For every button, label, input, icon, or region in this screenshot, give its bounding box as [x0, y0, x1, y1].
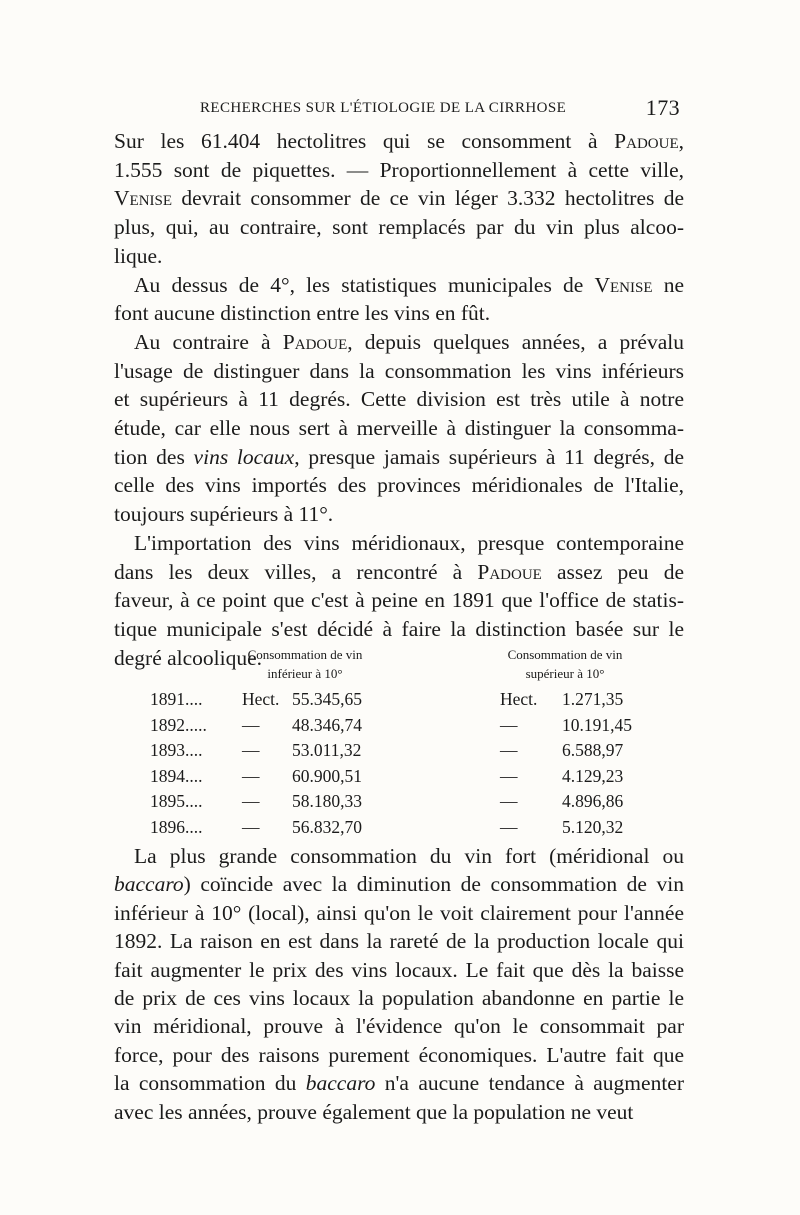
- table-cell-v1: 48.346,74: [292, 714, 362, 735]
- table-cell-v2: 10.191,45: [562, 714, 632, 735]
- table-header-superior: [480, 645, 650, 683]
- text-run: faveur, à ce point que c'est à peine en 1891 que l'office de statis-: [114, 588, 684, 613]
- text-run: et supérieurs à 11 degrés. Cette division est très utile à notre: [114, 387, 684, 412]
- table-header-inferior: [220, 645, 390, 683]
- table-cell-v1: 60.900,51: [292, 765, 362, 786]
- running-header: [200, 95, 680, 125]
- emphasized-text: Padoue: [282, 329, 348, 354]
- body-text-top: [114, 127, 684, 672]
- emphasized-text: Padoue: [477, 559, 542, 584]
- text-run: tion des: [114, 444, 194, 469]
- table-row: [150, 817, 650, 840]
- text-line: [114, 443, 684, 472]
- page-number: 173: [645, 95, 680, 120]
- paragraph-1: [114, 127, 684, 271]
- text-line: [114, 500, 684, 529]
- emphasized-text: baccaro: [305, 1071, 376, 1096]
- paragraph-3: [114, 328, 684, 529]
- text-run: Sur les 61.404 hectolitres qui se consomment à: [114, 129, 615, 153]
- table-cell-dash1: —: [242, 791, 260, 811]
- text-line: [114, 956, 684, 984]
- text-run: ne: [652, 272, 684, 297]
- table-cell-dash2: —: [500, 816, 518, 837]
- paragraph-2: [114, 271, 684, 328]
- table-cell-year: 1892.....: [150, 714, 207, 735]
- text-run: toujours supérieurs à 11°.: [114, 502, 334, 527]
- text-run: de prix de ces vins locaux la population abandonne en partie le: [114, 986, 684, 1011]
- text-line: [114, 271, 684, 300]
- table-cell-year: 1893....: [150, 740, 203, 760]
- table-row: [150, 766, 650, 789]
- text-line: [114, 299, 684, 328]
- text-line: [114, 213, 684, 242]
- text-run: la consommation du: [114, 1071, 306, 1096]
- text-run: L'importation des vins méridionaux, presque contemporaine: [134, 530, 684, 555]
- text-run: vin méridional, prouve à l'évidence qu'on le consommait par: [114, 1014, 684, 1039]
- table-cell-dash2: Hect.: [500, 689, 538, 709]
- emphasized-text: baccaro: [114, 872, 184, 897]
- table-row: [150, 715, 650, 738]
- table-cell-v2: 4.896,86: [562, 791, 624, 811]
- text-run: fait augmenter le prix des vins locaux. Le fait que dès la baisse: [114, 957, 684, 982]
- table-cell-year: 1891....: [150, 689, 203, 709]
- text-run: celle des vins importés des provinces méridionales de l'Italie,: [114, 473, 684, 498]
- table-cell-year: 1896....: [150, 816, 203, 837]
- text-run: degré alcoolique.: [114, 645, 263, 670]
- emphasized-text: Venise: [114, 186, 173, 211]
- emphasized-text: vins locaux: [193, 444, 295, 469]
- table-header-line: supérieur à 10°: [525, 666, 605, 681]
- consumption-table: [150, 645, 650, 835]
- text-run: tique municipale s'est décidé à faire la distinction basée sur le: [114, 616, 684, 641]
- table-cell-v2: 1.271,35: [562, 689, 624, 709]
- table-cell-dash1: —: [242, 765, 260, 786]
- text-line: [114, 927, 684, 955]
- text-run: l'usage de distinguer dans la consommation les vins inférieurs: [114, 358, 684, 383]
- text-run: avec les années, prouve également que la population ne veut: [114, 1099, 634, 1124]
- text-run: assez peu de: [541, 559, 685, 584]
- text-run: plus, qui, au contraire, sont remplacés par du vin plus alcoo-: [114, 215, 684, 240]
- text-run: 1892. La raison en est dans la rareté de la production locale qui: [114, 929, 684, 954]
- table-header-line: Consommation de vin: [247, 647, 363, 662]
- table-header-line: inférieur à 10°: [267, 666, 343, 681]
- text-line: [114, 586, 684, 615]
- table-cell-year: 1895....: [150, 791, 203, 811]
- text-line: [114, 156, 684, 185]
- body-text-bottom: [114, 842, 684, 1126]
- text-run: n'a aucune tendance à augmenter: [375, 1071, 684, 1096]
- table-cell-v1: 55.345,65: [292, 689, 362, 709]
- text-line: [114, 127, 684, 156]
- text-line: [114, 615, 684, 644]
- table-cell-v1: 58.180,33: [292, 791, 362, 811]
- paragraph-5: [114, 842, 684, 1126]
- table-cell-year: 1894....: [150, 765, 203, 786]
- text-line: [114, 870, 684, 898]
- text-line: [114, 1041, 684, 1069]
- text-line: [114, 242, 684, 271]
- text-run: , presque jamais supérieurs à 11 degrés, de: [294, 444, 684, 469]
- text-line: [114, 1012, 684, 1040]
- table-cell-v1: 53.011,32: [292, 740, 362, 760]
- text-run: dans les deux villes, a rencontré à: [114, 559, 478, 584]
- table-cell-v2: 5.120,32: [562, 816, 624, 837]
- text-run: force, pour des raisons purement économiques. L'autre fait que: [114, 1042, 684, 1067]
- text-line: [114, 1069, 684, 1097]
- table-cell-dash1: —: [242, 740, 260, 760]
- text-line: [114, 529, 684, 558]
- text-run: font aucune distinction entre les vins en fût.: [114, 301, 491, 326]
- text-run: 1.555 sont de piquettes. — Proportionnellement à cette ville,: [114, 157, 684, 182]
- table-row: [150, 791, 650, 814]
- text-line: [114, 414, 684, 443]
- text-run: devrait consommer de ce vin léger 3.332 hectolitres de: [172, 186, 684, 211]
- text-line: [114, 357, 684, 386]
- text-run: , depuis quelques années, a prévalu: [347, 329, 684, 354]
- text-line: [114, 899, 684, 927]
- text-run: La plus grande consommation du vin fort (méridional ou: [134, 844, 684, 868]
- table-cell-dash1: —: [242, 714, 260, 735]
- table-cell-v2: 6.588,97: [562, 740, 624, 760]
- text-line: [114, 558, 684, 587]
- running-title: RECHERCHES SUR L'ÉTIOLOGIE DE LA CIRRHOSE: [200, 100, 567, 116]
- text-run: étude, car elle nous sert à merveille à distinguer la consomma-: [114, 416, 684, 441]
- table-cell-dash2: —: [500, 740, 518, 760]
- text-line: [114, 471, 684, 500]
- table-cell-dash1: Hect.: [242, 689, 280, 709]
- text-run: lique.: [114, 243, 163, 268]
- table-cell-dash2: —: [500, 791, 518, 811]
- table-cell-dash1: —: [242, 816, 260, 837]
- text-run: ,: [678, 129, 684, 153]
- table-cell-dash2: —: [500, 714, 518, 735]
- text-line: [114, 1098, 684, 1126]
- text-line: [114, 984, 684, 1012]
- text-line: [114, 842, 684, 870]
- table-cell-v1: 56.832,70: [292, 816, 362, 837]
- text-run: Au contraire à: [134, 329, 283, 354]
- table-cell-v2: 4.129,23: [562, 765, 624, 786]
- text-run: inférieur à 10° (local), ainsi qu'on le voit clairement pour l'année: [114, 900, 684, 925]
- table-cell-dash2: —: [500, 765, 518, 786]
- text-line: [114, 385, 684, 414]
- table-row: [150, 740, 650, 763]
- text-run: ) coïncide avec la diminution de consommation de vin: [183, 872, 684, 897]
- table-row: [150, 689, 650, 712]
- table-header-line: Consommation de vin: [507, 647, 623, 662]
- emphasized-text: Venise: [594, 272, 653, 297]
- emphasized-text: Padoue: [614, 129, 679, 153]
- text-line: [114, 328, 684, 357]
- text-line: [114, 184, 684, 213]
- text-run: Au dessus de 4°, les statistiques municipales de: [134, 272, 595, 297]
